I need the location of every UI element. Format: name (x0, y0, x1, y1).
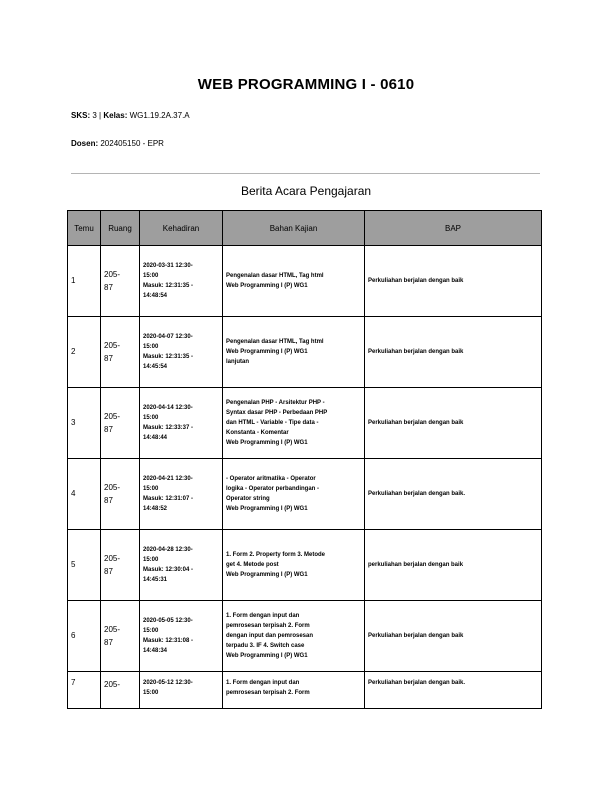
header-kehadiran: Kehadiran (140, 211, 223, 246)
section-title: Berita Acara Pengajaran (240, 184, 372, 198)
course-meta-dosen (71, 139, 164, 148)
cell-bap: Perkuliahan berjalan dengan baik. (365, 672, 542, 709)
cell-temu: 5 (68, 530, 101, 601)
cell-temu: 4 (68, 459, 101, 530)
cell-kehadiran: 2020-04-14 12:30- 15:00 Masuk: 12:33:37 - 14:48:44 (140, 388, 223, 459)
cell-bap: Perkuliahan berjalan dengan baik (365, 601, 542, 672)
course-meta-sks-kelas (71, 111, 190, 120)
cell-bahan-kajian: 1. Form dengan input dan pemrosesan terpisah 2. Form dengan input dan pemrosesan terpadu 3. IF 4. Switch case Web Programming I (P) WG1 (223, 601, 365, 672)
cell-ruang: 205- 87 (101, 530, 140, 601)
cell-temu: 2 (68, 317, 101, 388)
table-row (68, 601, 542, 672)
header-ruang: Ruang (101, 211, 140, 246)
divider (71, 173, 540, 174)
sks-label: SKS: (71, 111, 91, 120)
dosen-label: Dosen: (71, 139, 99, 148)
cell-kehadiran: 2020-04-21 12:30- 15:00 Masuk: 12:31:07 - 14:48:52 (140, 459, 223, 530)
header-temu: Temu (68, 211, 101, 246)
cell-temu: 1 (68, 246, 101, 317)
table-row (68, 459, 542, 530)
sks-value: 3 | (92, 111, 102, 120)
cell-kehadiran: 2020-05-12 12:30- 15:00 (140, 672, 223, 709)
table-row (68, 246, 542, 317)
cell-bahan-kajian: Pengenalan PHP - Arsitektur PHP - Syntax dasar PHP - Perbedaan PHP dan HTML - Variable - Tipe data - Konstanta - Komentar Web Programming I (P) WG1 (223, 388, 365, 459)
cell-bap: Perkuliahan berjalan dengan baik (365, 317, 542, 388)
cell-ruang: 205- 87 (101, 601, 140, 672)
dosen-value: 202405150 - EPR (100, 139, 164, 148)
header-bahan-kajian: Bahan Kajian (223, 211, 365, 246)
table-row (68, 530, 542, 601)
cell-bahan-kajian: Pengenalan dasar HTML, Tag html Web Programming I (P) WG1 lanjutan (223, 317, 365, 388)
cell-ruang: 205- (101, 672, 140, 709)
cell-bahan-kajian: Pengenalan dasar HTML, Tag html Web Programming I (P) WG1 (223, 246, 365, 317)
cell-bahan-kajian: - Operator aritmatika - Operator logika - Operator perbandingan - Operator string Web Programming I (P) WG1 (223, 459, 365, 530)
table-header-row (68, 211, 542, 246)
kelas-label: Kelas: (103, 111, 128, 120)
table-row (68, 317, 542, 388)
cell-kehadiran: 2020-04-07 12:30- 15:00 Masuk: 12:31:35 - 14:45:54 (140, 317, 223, 388)
cell-bap: Perkuliahan berjalan dengan baik. (365, 459, 542, 530)
cell-ruang: 205- 87 (101, 246, 140, 317)
cell-temu: 3 (68, 388, 101, 459)
kelas-value: WG1.19.2A.37.A (129, 111, 190, 120)
cell-ruang: 205- 87 (101, 459, 140, 530)
cell-bap: Perkuliahan berjalan dengan baik (365, 246, 542, 317)
table-row (68, 388, 542, 459)
cell-ruang: 205- 87 (101, 388, 140, 459)
cell-ruang: 205- 87 (101, 317, 140, 388)
cell-bahan-kajian: 1. Form 2. Property form 3. Metode get 4. Metode post Web Programming I (P) WG1 (223, 530, 365, 601)
cell-kehadiran: 2020-05-05 12:30- 15:00 Masuk: 12:31:08 - 14:48:34 (140, 601, 223, 672)
cell-kehadiran: 2020-04-28 12:30- 15:00 Masuk: 12:30:04 - 14:45:31 (140, 530, 223, 601)
bap-table (67, 210, 542, 709)
cell-bap: Perkuliahan berjalan dengan baik (365, 388, 542, 459)
cell-temu: 6 (68, 601, 101, 672)
cell-kehadiran: 2020-03-31 12:30- 15:00 Masuk: 12:31:35 - 14:48:54 (140, 246, 223, 317)
header-bap: BAP (365, 211, 542, 246)
cell-bap: perkuliahan berjalan dengan baik (365, 530, 542, 601)
table-row (68, 672, 542, 709)
course-title: WEB PROGRAMMING I - 0610 (197, 76, 415, 93)
cell-bahan-kajian: 1. Form dengan input dan pemrosesan terpisah 2. Form (223, 672, 365, 709)
cell-temu: 7 (68, 672, 101, 709)
